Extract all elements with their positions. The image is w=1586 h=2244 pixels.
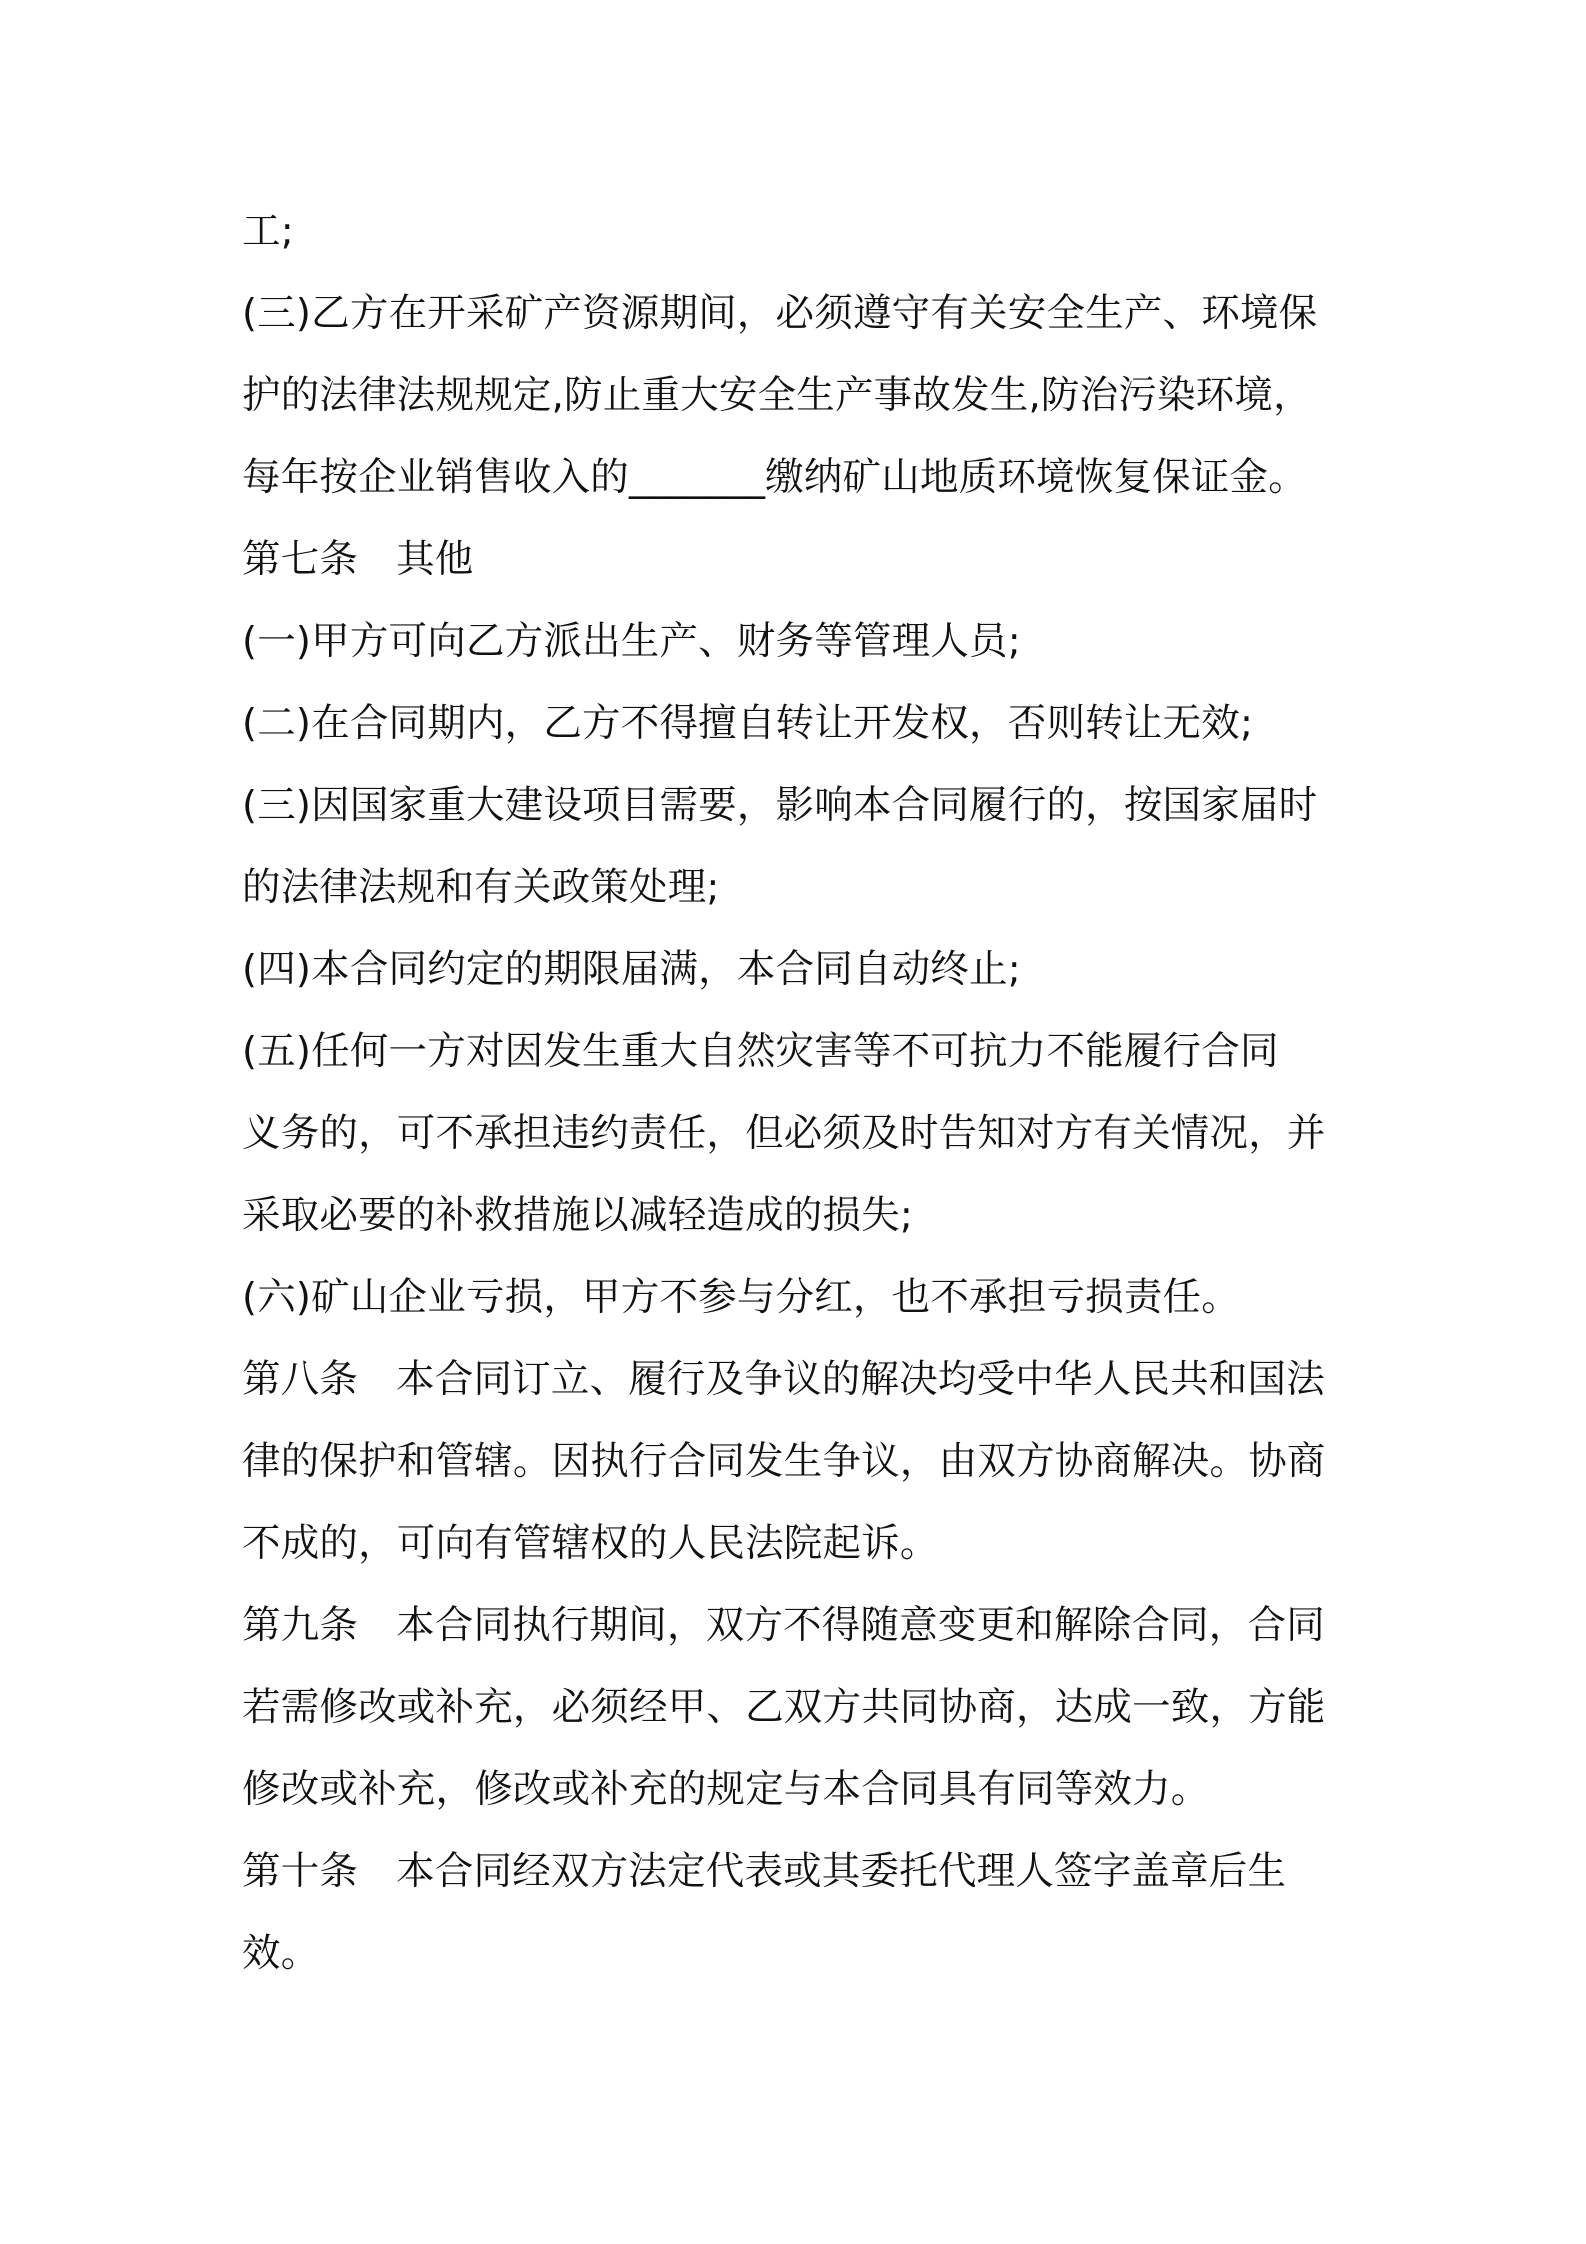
clause-7-item-2: (二)在合同期内，乙方不得擅自转让开发权，否则转让无效; — [242, 701, 1254, 746]
clause-9-line-1 — [242, 1584, 1362, 1668]
clause-6-item-3-line-3: 每年按企业销售收入的_______缴纳矿山地质环境恢复保证金。 — [242, 455, 1307, 500]
clause-8-text: 本合同订立、履行及争议的解决均受中华人民共和国法 — [396, 1357, 1325, 1402]
clause-7-number: 第七条 — [242, 537, 359, 582]
clause-7-item-5-line-1: (五)任何一方对因发生重大自然灾害等不可抗力不能履行合同 — [242, 1029, 1279, 1074]
clause-7-item-4: (四)本合同约定的期限届满，本合同自动终止; — [242, 947, 1021, 992]
clause-7-item-5-line-3: 采取必要的补救措施以减轻造成的损失; — [242, 1193, 914, 1238]
clause-7-item-3-line-2: 的法律法规和有关政策处理; — [242, 865, 720, 910]
clause-8-number: 第八条 — [242, 1357, 359, 1402]
clause-9-number: 第九条 — [242, 1603, 359, 1648]
clause-10-line-1 — [242, 1830, 1362, 1914]
clause-7-title: 其他 — [396, 537, 474, 582]
clause-6-item-3-line-2: 护的法律法规规定,防止重大安全生产事故发生,防治污染环境， — [242, 373, 1312, 418]
clause-9-line-2: 若需修改或补充，必须经甲、乙双方共同协商，达成一致，方能 — [242, 1685, 1326, 1730]
clause-9-text: 本合同执行期间，双方不得随意变更和解除合同，合同 — [396, 1603, 1325, 1648]
clause-7-item-1: (一)甲方可向乙方派出生产、财务等管理人员; — [242, 619, 1021, 664]
clause-10-text: 本合同经双方法定代表或其委托代理人签字盖章后生 — [396, 1849, 1287, 1894]
clause-8-line-1 — [242, 1338, 1362, 1422]
paragraph-line-continuation: 工; — [242, 209, 294, 254]
clause-6-item-3-line-1: (三)乙方在开采矿产资源期间，必须遵守有关安全生产、环境保 — [242, 291, 1318, 336]
clause-10-number: 第十条 — [242, 1849, 359, 1894]
clause-7-item-6: (六)矿山企业亏损，甲方不参与分红，也不承担亏损责任。 — [242, 1275, 1240, 1320]
clause-7-heading — [242, 518, 1362, 602]
clause-7-item-5-line-2: 义务的，可不承担违约责任，但必须及时告知对方有关情况，并 — [242, 1111, 1326, 1156]
clause-8-line-3: 不成的，可向有管辖权的人民法院起诉。 — [242, 1521, 939, 1566]
clause-10-line-2: 效。 — [242, 1931, 320, 1976]
clause-7-item-3-line-1: (三)因国家重大建设项目需要，影响本合同履行的，按国家届时 — [242, 783, 1318, 828]
clause-8-line-2: 律的保护和管辖。因执行合同发生争议，由双方协商解决。协商 — [242, 1439, 1326, 1484]
clause-9-line-3: 修改或补充，修改或补充的规定与本合同具有同等效力。 — [242, 1767, 1210, 1812]
